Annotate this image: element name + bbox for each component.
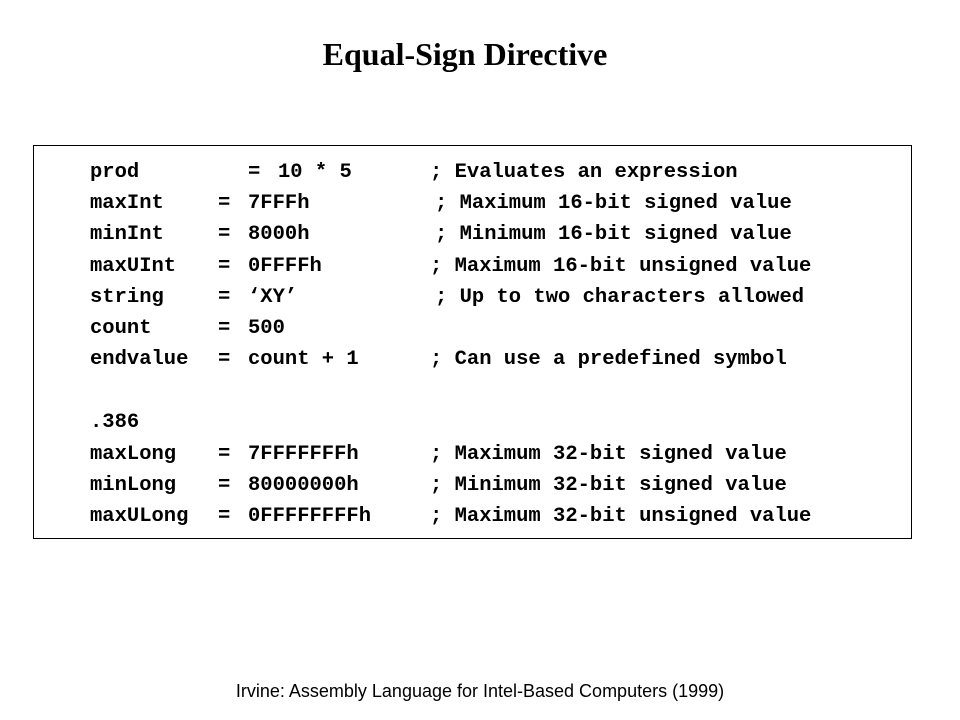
code-comment: ; Can use a predefined symbol [430, 348, 787, 371]
code-comment: ; Minimum 32-bit signed value [430, 474, 787, 497]
symbol-value: 500 [248, 317, 285, 340]
equal-sign: = [218, 255, 231, 278]
code-comment: ; Maximum 16-bit signed value [435, 192, 792, 215]
code-comment: ; Maximum 32-bit unsigned value [430, 505, 812, 528]
code-line-maxlong [90, 440, 787, 470]
symbol-value: 7FFFFFFFh [248, 443, 359, 466]
symbol-name: maxLong [90, 443, 177, 466]
equal-sign: = [218, 286, 231, 309]
code-comment: ; Evaluates an expression [430, 161, 738, 184]
symbol-name: maxUInt [90, 255, 177, 278]
symbol-value: 8000h [248, 223, 310, 246]
equal-sign: = [218, 317, 231, 340]
equal-sign: = [218, 474, 231, 497]
slide-footer-citation: Irvine: Assembly Language for Intel-Based Computers (1999) [235, 681, 725, 701]
symbol-value: 0FFFFh [248, 255, 322, 278]
code-line-386-directive [90, 408, 139, 438]
symbol-name: minInt [90, 223, 164, 246]
processor-directive: .386 [90, 411, 140, 434]
symbol-name: string [90, 286, 164, 309]
code-line-count [90, 314, 285, 344]
code-line-minint [90, 220, 792, 250]
equal-sign: = [218, 505, 231, 528]
symbol-value: 80000000h [248, 474, 359, 497]
symbol-name: prod [90, 161, 140, 184]
code-comment: ; Up to two characters allowed [435, 286, 805, 309]
symbol-name: count [90, 317, 152, 340]
code-line-endvalue [90, 345, 787, 375]
code-line-string [90, 283, 805, 313]
code-line-maxuint [90, 252, 812, 282]
equal-sign: = [218, 192, 231, 215]
code-line-maxint [90, 189, 792, 219]
equal-sign: = [218, 443, 231, 466]
code-listing-box [33, 145, 912, 539]
symbol-name: maxInt [90, 192, 164, 215]
code-comment: ; Maximum 32-bit signed value [430, 443, 787, 466]
code-line-prod [90, 158, 738, 188]
slide-title: Equal-Sign Directive [322, 36, 608, 72]
symbol-name: minLong [90, 474, 177, 497]
symbol-value: count + 1 [248, 348, 359, 371]
symbol-value: 7FFFh [248, 192, 310, 215]
symbol-value: 0FFFFFFFFh [248, 505, 372, 528]
code-comment: ; Maximum 16-bit unsigned value [430, 255, 812, 278]
code-comment: ; Minimum 16-bit signed value [435, 223, 792, 246]
symbol-name: endvalue [90, 348, 189, 371]
symbol-value: ‘XY’ [248, 286, 298, 309]
equal-sign: = [218, 223, 231, 246]
equal-sign: = [218, 348, 231, 371]
code-line-minlong [90, 471, 787, 501]
symbol-name: maxULong [90, 505, 189, 528]
code-line-maxulong [90, 502, 812, 532]
equal-sign: = [248, 161, 261, 184]
symbol-value: 10 * 5 [278, 161, 352, 184]
